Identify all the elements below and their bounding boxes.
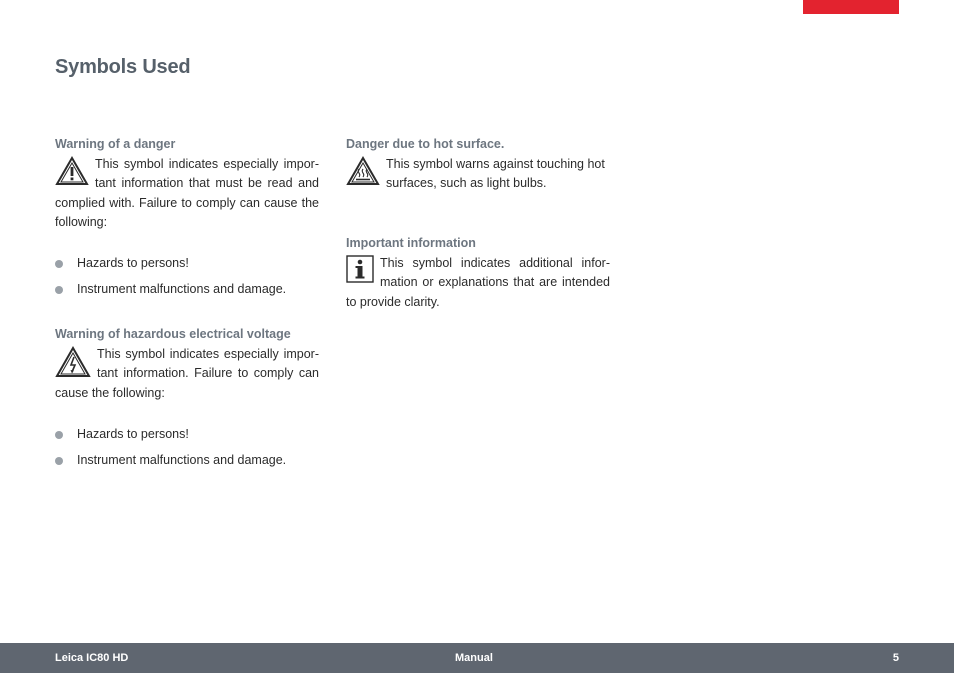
section-info <box>346 235 610 312</box>
list-item <box>55 254 319 280</box>
section-heading: Important information <box>346 236 476 250</box>
section-heading: Danger due to hot surface. <box>346 137 505 151</box>
section-text-content: This symbol warns against touching hot surfaces, such as light bulbs. <box>386 157 605 191</box>
section-text <box>346 155 610 194</box>
bullet-dot <box>55 286 63 294</box>
warning-triangle-icon <box>55 156 89 186</box>
footer-product: Leica IC80 HD <box>55 652 129 664</box>
list-item-text: Hazards to persons! <box>77 426 189 441</box>
section-text-content: This symbol indicates especially impor-tant information that must be read and complied with. Failure to comply can cause the following: <box>55 157 319 229</box>
bullet-dot <box>55 260 63 268</box>
section-hot-surface <box>346 136 610 194</box>
footer-page-number: 5 <box>892 652 899 664</box>
section-heading: Warning of a danger <box>55 137 176 151</box>
top-accent-bar <box>803 0 899 14</box>
bullet-list <box>55 254 319 306</box>
electrical-hazard-icon <box>55 346 91 378</box>
bullet-dot <box>55 431 63 439</box>
footer-doc-type: Manual <box>455 652 493 664</box>
list-item <box>55 280 319 306</box>
section-text-content: This symbol indicates additional infor-mation or explanations that are intended to provide clarity. <box>346 256 610 309</box>
section-electrical <box>55 326 319 477</box>
section-text <box>346 254 610 312</box>
page-title: Symbols Used <box>55 56 191 78</box>
bullet-list <box>55 425 319 477</box>
page-footer <box>0 643 954 673</box>
section-heading: Warning of hazardous electrical voltage <box>55 327 291 341</box>
bullet-dot <box>55 457 63 465</box>
section-text <box>55 155 319 232</box>
list-item-text: Instrument malfunctions and damage. <box>77 282 287 297</box>
info-icon <box>346 255 374 283</box>
list-item-text: Hazards to persons! <box>77 256 189 271</box>
list-item <box>55 425 319 451</box>
section-text-content: This symbol indicates especially impor-tant information. Failure to comply can cause the following: <box>55 347 319 400</box>
hot-surface-icon <box>346 156 380 186</box>
section-text <box>55 345 319 403</box>
list-item-text: Instrument malfunctions and damage. <box>77 452 287 467</box>
section-danger <box>55 136 319 306</box>
list-item <box>55 451 319 477</box>
